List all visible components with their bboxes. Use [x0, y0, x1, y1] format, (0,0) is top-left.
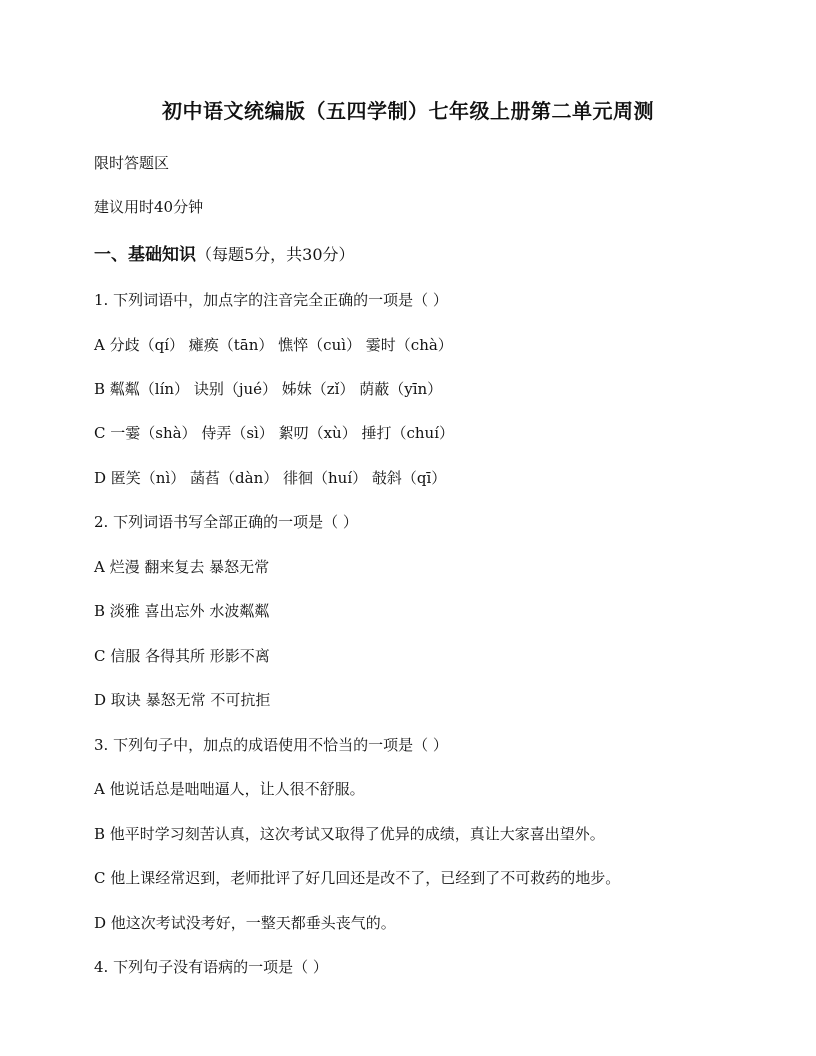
question-stem: 1. 下列词语中，加点字的注音完全正确的一项是（ ） [94, 291, 448, 309]
question-option: D 匿笑（nì） 菡萏（dàn） 徘徊（huí） 攲斜（qī） [94, 469, 447, 487]
subtitle-suggested-time: 建议用时40分钟 [94, 198, 204, 216]
page-title: 初中语文统编版（五四学制）七年级上册第二单元周测 [162, 99, 654, 123]
question-option: C 一霎（shà） 侍弄（sì） 絮叨（xù） 捶打（chuí） [94, 424, 454, 442]
question-option: D 取诀 暴怒无常 不可抗拒 [94, 691, 271, 709]
section-heading [94, 240, 355, 265]
question-option: C 信服 各得其所 形影不离 [94, 647, 270, 665]
question-option: B 粼粼（lín） 诀别（jué） 姊妹（zǐ） 荫蔽（yīn） [94, 380, 443, 398]
question-option: B 他平时学习刻苦认真，这次考试又取得了优异的成绩，真让大家喜出望外。 [94, 825, 605, 843]
question-option: A 烂漫 翻来复去 暴怒无常 [94, 558, 270, 576]
section-heading-note: （每题5分，共30分） [196, 245, 355, 264]
question-option: A 分歧（qí） 瘫痪（tān） 憔悴（cuì） 霎时（chà） [94, 336, 453, 354]
question-stem: 4. 下列句子没有语病的一项是（ ） [94, 958, 328, 976]
question-stem: 3. 下列句子中，加点的成语使用不恰当的一项是（ ） [94, 736, 448, 754]
question-stem: 2. 下列词语书写全部正确的一项是（ ） [94, 513, 358, 531]
question-option: C 他上课经常迟到，老师批评了好几回还是改不了，已经到了不可救药的地步。 [94, 869, 621, 887]
question-option: D 他这次考试没考好，一整天都垂头丧气的。 [94, 914, 396, 932]
subtitle-answer-area: 限时答题区 [94, 154, 170, 172]
section-heading-title: 一、基础知识 [94, 245, 196, 265]
question-option: B 淡雅 喜出忘外 水波粼粼 [94, 602, 270, 620]
question-option: A 他说话总是咄咄逼人，让人很不舒服。 [94, 780, 365, 798]
